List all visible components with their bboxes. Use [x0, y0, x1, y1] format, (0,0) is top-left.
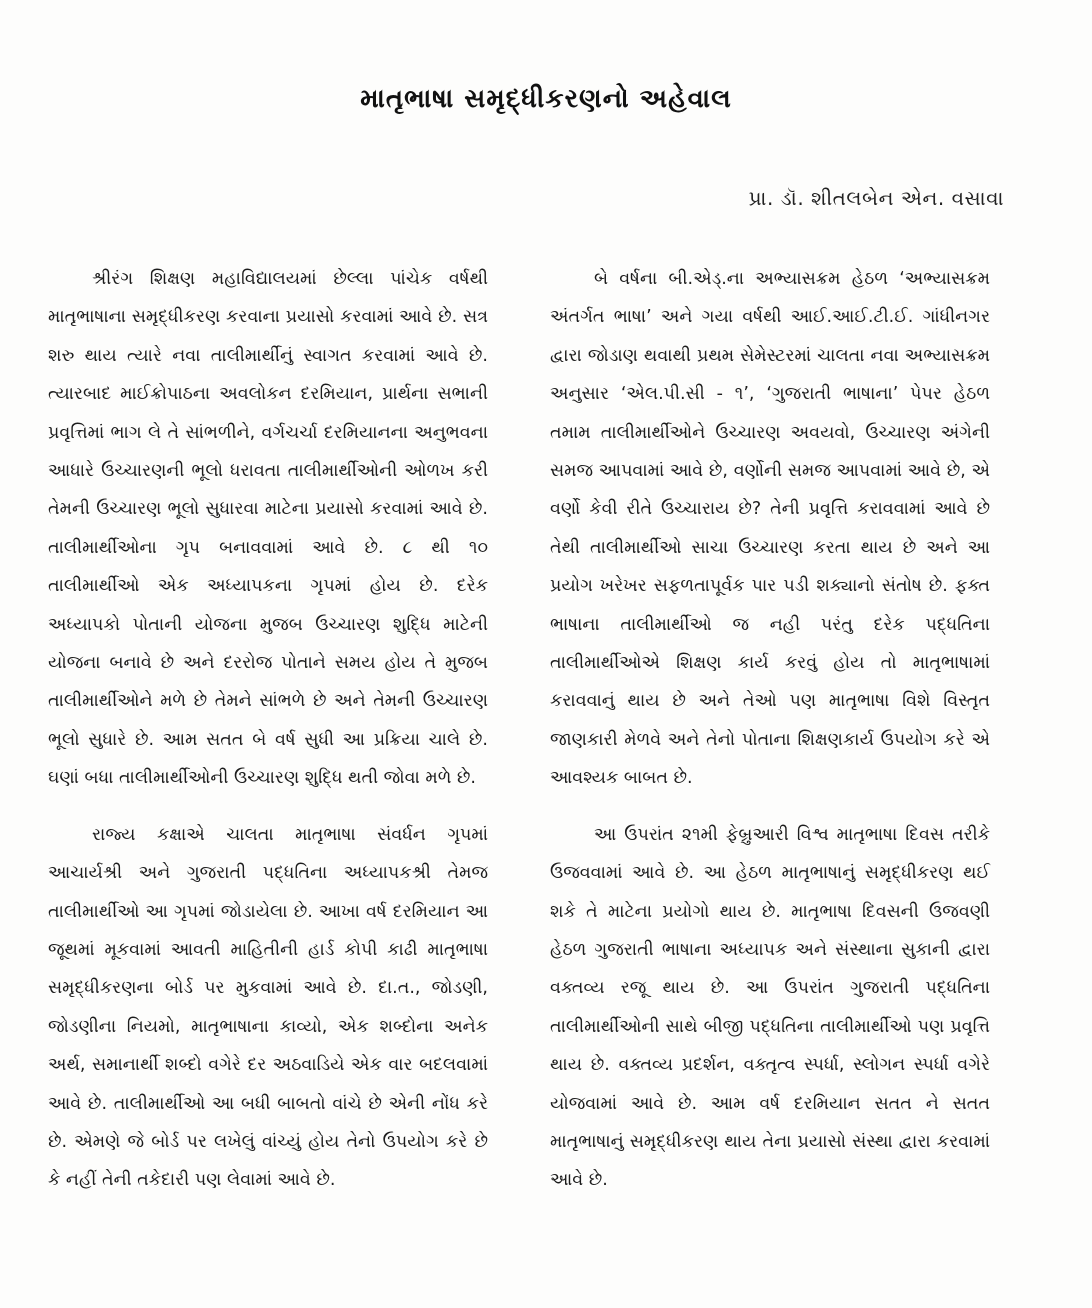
article-title: માતૃભાષા સમૃદ્ધીકરણનો અહેવાલ	[360, 84, 732, 114]
paragraph: રાજ્ય કક્ષાએ ચાલતા માતૃભાષા સંવર્ધન ગૃપમાં આચાર્યશ્રી અને ગુજરાતી પદ્ધતિના અધ્યાપકશ્રી તેમજ તાલીમાર્થીઓ આ ગૃપમાં જોડાયેલા છે. આખા વર્ષ દરમિયાન આ જૂથમાં મૂકવામાં આવતી માહિતીની હાર્ડ કોપી કાઢી માતૃભાષા સમૃદ્ધીકરણના બોર્ડ પર મુકવામાં આવે છે. દા.ત., જોડણી, જોડણીના નિયમો, માતૃભાષાના કાવ્યો, એક શબ્દોના અનેક અર્થ, સમાનાર્થી શબ્દો વગેરે દર અઠવાડિયે એક વાર બદલવામાં આવે છે. તાલીમાર્થીઓ આ બધી બાબતો વાંચે છે એની નોંધ કરે છે. એમણે જે બોર્ડ પર લખેલું વાંચ્યું હોય તેનો ઉપયોગ કરે છે કે નહીં તેની તકેદારી પણ લેવામાં આવે છે.	[48, 824, 488, 1191]
right-column	[550, 260, 990, 1218]
author-byline: પ્રા. ડૉ. શીતલબેન એન. વસાવા	[748, 186, 1004, 210]
left-column	[48, 260, 488, 1218]
paragraph: બે વર્ષના બી.એડ્.ના અભ્યાસક્રમ હેઠળ ‘અભ્યાસક્રમ અંતર્ગત ભાષા’ અને ગયા વર્ષથી આઈ.આઈ.ટી.ઈ. ગાંધીનગર દ્વારા જોડાણ થવાથી પ્રથમ સેમેસ્ટરમાં ચાલતા નવા અભ્યાસક્રમ અનુસાર ‘એલ.પી.સી - ૧’, ‘ગુજરાતી ભાષાના’ પેપર હેઠળ તમામ તાલીમાર્થીઓને ઉચ્ચારણ અવયવો, ઉચ્ચારણ અંગેની સમજ આપવામાં આવે છે, વર્ણોની સમજ આપવામાં આવે છે, એ વર્ણો કેવી રીતે ઉચ્ચારાય છે? તેની પ્રવૃત્તિ કરાવવામાં આવે છે તેથી તાલીમાર્થીઓ સાચા ઉચ્ચારણ કરતા થાય છે અને આ પ્રયોગ ખરેખર સફળતાપૂર્વક પાર પડી શક્યાનો સંતોષ છે. ફક્ત ભાષાના તાલીમાર્થીઓ જ નહી પરંતુ દરેક પદ્ધતિના તાલીમાર્થીઓએ શિક્ષણ કાર્ય કરવું હોય તો માતૃભાષામાં કરાવવાનું થાય છે અને તેઓ પણ માતૃભાષા વિશે વિસ્તૃત જાણકારી મેળવે અને તેનો પોતાના શિક્ષણકાર્ય ઉપયોગ કરે એ આવશ્યક બાબત છે.	[550, 269, 990, 789]
paragraph: શ્રીરંગ શિક્ષણ મહાવિદ્યાલયમાં છેલ્લા પાંચેક વર્ષથી માતૃભાષાના સમૃદ્ધીકરણ કરવાના પ્રયાસો કરવામાં આવે છે. સત્ર શરુ થાય ત્યારે નવા તાલીમાર્થીનું સ્વાગત કરવામાં આવે છે. ત્યારબાદ માઈક્રોપાઠના અવલોકન દરમિયાન, પ્રાર્થના સભાની પ્રવૃત્તિમાં ભાગ લે તે સાંભળીને, વર્ગચર્ચા દરમિયાનના અનુભવના આધારે ઉચ્ચારણની ભૂલો ધરાવતા તાલીમાર્થીઓની ઓળખ કરી તેમની ઉચ્ચારણ ભૂલો સુધારવા માટેના પ્રયાસો કરવામાં આવે છે. તાલીમાર્થીઓના ગૃપ બનાવવામાં આવે છે. ૮ થી ૧૦ તાલીમાર્થીઓ એક અધ્યાપકના ગૃપમાં હોય છે. દરેક અધ્યાપકો પોતાની યોજના મુજબ ઉચ્ચારણ શુદ્ધિ માટેની યોજના બનાવે છે અને દરરોજ પોતાને સમય હોય તે મુજબ તાલીમાર્થીઓને મળે છે તેમને સાંભળે છે અને તેમની ઉચ્ચારણ ભૂલો સુધારે છે. આમ સતત બે વર્ષ સુધી આ પ્રક્રિયા ચાલે છે. ઘણાં બધા તાલીમાર્થીઓની ઉચ્ચારણ શુદ્ધિ થતી જોવા મળે છે.	[48, 269, 488, 789]
paragraph: આ ઉપરાંત ૨૧મી ફેબ્રુઆરી વિશ્વ માતૃભાષા દિવસ તરીકે ઉજવવામાં આવે છે. આ હેઠળ માતૃભાષાનું સમૃદ્ધીકરણ થઈ શકે તે માટેના પ્રયોગો થાય છે. માતૃભાષા દિવસની ઉજવણી હેઠળ ગુજરાતી ભાષાના અધ્યાપક અને સંસ્થાના સુકાની દ્વારા વક્તવ્ય રજૂ થાય છે. આ ઉપરાંત ગુજરાતી પદ્ધતિના તાલીમાર્થીઓની સાથે બીજી પદ્ધતિના તાલીમાર્થીઓ પણ પ્રવૃત્તિ થાય છે. વક્તવ્ય પ્રદર્શન, વક્તૃત્વ સ્પર્ધા, સ્લોગન સ્પર્ધા વગેરે યોજવામાં આવે છે. આમ વર્ષ દરમિયાન સતત ને સતત માતૃભાષાનું સમૃદ્ધીકરણ થાય તેના પ્રયાસો સંસ્થા દ્વારા કરવામાં આવે છે.	[550, 824, 990, 1191]
